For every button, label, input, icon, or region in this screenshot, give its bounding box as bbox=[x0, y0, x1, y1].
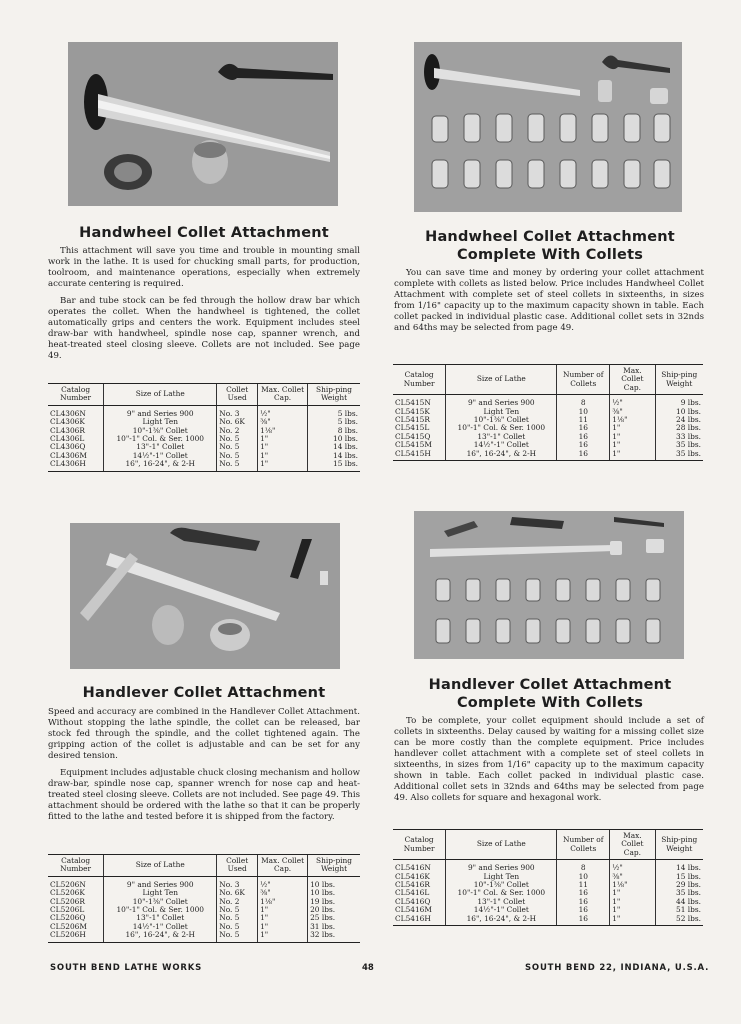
table-cell: CL4306Q bbox=[50, 442, 86, 452]
table-cell: 1⅛" bbox=[258, 898, 308, 906]
table-cell: No. 5 bbox=[217, 452, 258, 460]
handlever-paragraph-2: Equipment includes adjustable chuck closing mechanism and hollow draw-bar, spindle nose cap, spanner wrench for nose cap and heat-treated steel closing sleeve. Collets are not included. See page 49. This attachment should be ordered with the lathe so that it can be properly fitted to the lathe and tested before it is shipped from the factory. bbox=[48, 768, 360, 822]
table-cell: CL5416M bbox=[395, 905, 432, 915]
table-cell: CL4306L bbox=[50, 434, 85, 444]
table-cell: 20 lbs. bbox=[308, 906, 360, 914]
handwheel-title: Handwheel Collet Attachment bbox=[79, 225, 329, 241]
table-cell: 16 bbox=[557, 898, 610, 906]
table-cell: 16", 16-24", & 2-H bbox=[104, 460, 217, 471]
table-cell: 29 lbs. bbox=[655, 881, 703, 889]
handwheel-attachment-photo bbox=[68, 42, 338, 206]
table-cell: CL5415Q bbox=[395, 431, 431, 441]
table-cell: 15 lbs. bbox=[308, 460, 360, 471]
table-cell: 16 bbox=[557, 450, 610, 461]
table-row bbox=[393, 408, 703, 416]
table-cell: No. 6K bbox=[217, 889, 258, 897]
col-catalog-number: Catalog Number bbox=[48, 384, 104, 406]
table-cell: Light Ten bbox=[104, 889, 217, 897]
col-collet-used: Collet Used bbox=[217, 384, 258, 406]
table-row bbox=[393, 433, 703, 441]
handlever-with-collets-photo bbox=[414, 511, 684, 659]
table-cell: CL5416H bbox=[393, 915, 446, 926]
col-number-of-collets: Number of Collets bbox=[557, 830, 610, 860]
table-cell: 1" bbox=[610, 450, 655, 461]
table-cell: 9" and Series 900 bbox=[104, 876, 217, 889]
table-cell: No. 5 bbox=[217, 923, 258, 931]
handlever-paragraph-1: Speed and accuracy are combined in the Handlever Collet Attachment. Without stopping the lathe spindle, the collet can be released, bar stock fed through the spindle, and the collet tightened again. The gripping action of the collet is adjustable and can be set for any desired tension. bbox=[48, 707, 360, 761]
handlever-complete-spec-table bbox=[393, 829, 703, 926]
table-cell: 10"-1⅜" Collet bbox=[446, 416, 557, 424]
table-cell: 5 lbs. bbox=[308, 418, 360, 426]
col-catalog-number: Catalog Number bbox=[393, 830, 446, 860]
table-cell: 9" and Series 900 bbox=[446, 395, 557, 408]
table-cell: 25 lbs. bbox=[308, 914, 360, 922]
table-cell: CL5206M bbox=[50, 921, 87, 931]
table-cell: CL5206R bbox=[50, 896, 85, 906]
table-cell: 1" bbox=[610, 915, 655, 926]
table-cell: 16 bbox=[557, 424, 610, 432]
table-cell: ½" bbox=[610, 860, 655, 873]
table-cell: 14 lbs. bbox=[308, 452, 360, 460]
table-cell: 14½"-1" Collet bbox=[104, 452, 217, 460]
handwheel-complete-title-line1: Handwheel Collet Attachment bbox=[425, 229, 675, 245]
table-cell: 1" bbox=[258, 452, 308, 460]
table-cell: No. 2 bbox=[217, 427, 258, 435]
table-cell: CL5416L bbox=[395, 888, 430, 898]
table-cell: ½" bbox=[258, 876, 308, 889]
table-cell: 16 bbox=[557, 441, 610, 449]
table-cell: 9" and Series 900 bbox=[446, 860, 557, 873]
col-max-collet-cap: Max. Collet Cap. bbox=[610, 830, 655, 860]
table-cell: CL5206L bbox=[50, 905, 85, 915]
table-row bbox=[393, 450, 703, 461]
table-row bbox=[48, 452, 360, 460]
col-shipping-weight: Ship-ping Weight bbox=[308, 384, 360, 406]
table-cell: 16", 16-24", & 2-H bbox=[104, 931, 217, 942]
table-row bbox=[393, 416, 703, 424]
table-cell: 14½"-1" Collet bbox=[446, 441, 557, 449]
table-cell: Light Ten bbox=[446, 873, 557, 881]
table-cell: 1" bbox=[258, 931, 308, 942]
table-row bbox=[48, 435, 360, 443]
table-cell: 10"-1" Col. & Ser. 1000 bbox=[446, 889, 557, 897]
table-cell: ⅜" bbox=[610, 873, 655, 881]
table-cell: 10"-1" Col. & Ser. 1000 bbox=[104, 435, 217, 443]
table-cell: 1" bbox=[258, 906, 308, 914]
table-row bbox=[393, 881, 703, 889]
table-row bbox=[393, 915, 703, 926]
handwheel-complete-spec-table bbox=[393, 364, 703, 461]
col-size-of-lathe: Size of Lathe bbox=[104, 855, 217, 877]
handlever-spec-table bbox=[48, 854, 360, 943]
table-cell: CL4306K bbox=[50, 417, 85, 427]
table-cell: No. 3 bbox=[217, 405, 258, 418]
handlever-description bbox=[48, 707, 360, 829]
table-cell: 10 bbox=[557, 408, 610, 416]
table-cell: 10"-1⅜" Collet bbox=[104, 427, 217, 435]
table-row bbox=[393, 906, 703, 914]
table-row bbox=[48, 418, 360, 426]
table-cell: 1" bbox=[610, 898, 655, 906]
table-cell: 13"-1" Collet bbox=[446, 898, 557, 906]
table-cell: CL5206H bbox=[48, 931, 104, 942]
table-cell: 13"-1" Collet bbox=[104, 443, 217, 451]
table-cell: 35 lbs. bbox=[655, 441, 703, 449]
table-cell: 8 lbs. bbox=[308, 427, 360, 435]
table-cell: No. 5 bbox=[217, 443, 258, 451]
table-cell: CL5415K bbox=[395, 406, 430, 416]
handlever-complete-description bbox=[394, 716, 704, 810]
table-cell: CL4306R bbox=[50, 425, 85, 435]
col-size-of-lathe: Size of Lathe bbox=[446, 830, 557, 860]
handlever-complete-paragraph: To be complete, your collet equipment should include a set of collets in sixteenths. Delay caused by waiting for a missing collet size can be more costly than the complete equipment. Price includes handlever collet attachment with a complete set of steel collets in sixteenths, in sizes from 1/16" capacity up to the maximum capacity shown in table. Each collet packed in individual plastic case. Additional collet sets in 32nds and 64ths may be selected from page 49. Also collets for square and hexagonal work. bbox=[394, 716, 704, 803]
table-row bbox=[393, 424, 703, 432]
page-number: 48 bbox=[362, 963, 374, 973]
table-cell: Light Ten bbox=[446, 408, 557, 416]
table-cell: CL5416K bbox=[395, 871, 430, 881]
table-cell: 1" bbox=[610, 906, 655, 914]
table-cell: 51 lbs. bbox=[655, 906, 703, 914]
table-cell: 10"-1" Col. & Ser. 1000 bbox=[446, 424, 557, 432]
table-cell: 14 lbs. bbox=[308, 443, 360, 451]
table-cell: 13"-1" Collet bbox=[104, 914, 217, 922]
table-cell: 15 lbs. bbox=[655, 873, 703, 881]
col-shipping-weight: Ship-ping Weight bbox=[308, 855, 360, 877]
table-cell: ½" bbox=[610, 395, 655, 408]
table-cell: 33 lbs. bbox=[655, 433, 703, 441]
table-cell: 10 lbs. bbox=[308, 876, 360, 889]
table-cell: 16 bbox=[557, 433, 610, 441]
handwheel-complete-paragraph: You can save time and money by ordering your collet attachment complete with collets as listed below. Price includes Handwheel Collet Attachment with complete set of steel collets in sixteenths, in sizes from 1/16" capacity up to the maximum capacity shown in table. Each collet packed in individual plastic case. Additional collet sets in 32nds and 64ths may be selected from page 49. bbox=[394, 268, 704, 333]
table-cell: 1" bbox=[258, 443, 308, 451]
table-cell: No. 2 bbox=[217, 898, 258, 906]
table-cell: 10 bbox=[557, 873, 610, 881]
table-cell: 16", 16-24", & 2-H bbox=[446, 450, 557, 461]
table-cell: 13"-1" Collet bbox=[446, 433, 557, 441]
table-cell: No. 3 bbox=[217, 876, 258, 889]
handwheel-complete-title-line2: Complete With Collets bbox=[456, 247, 644, 263]
table-cell: 10"-1⅜" Collet bbox=[446, 881, 557, 889]
table-cell: 11 bbox=[557, 881, 610, 889]
table-cell: No. 5 bbox=[217, 906, 258, 914]
table-cell: 8 bbox=[557, 860, 610, 873]
table-cell: CL5416R bbox=[395, 880, 430, 890]
table-cell: 10 lbs. bbox=[308, 889, 360, 897]
table-cell: 10"-1" Col. & Ser. 1000 bbox=[104, 906, 217, 914]
table-cell: 16", 16-24", & 2-H bbox=[446, 915, 557, 926]
table-cell: 11 bbox=[557, 416, 610, 424]
table-cell: 1⅛" bbox=[610, 881, 655, 889]
table-row bbox=[393, 395, 703, 408]
handwheel-paragraph-1: This attachment will save you time and trouble in mounting small work in the lathe. It is used for chucking small parts, for production, toolroom, and maintenance operations, especially when extremely accurate centering is required. bbox=[48, 246, 360, 289]
table-row bbox=[48, 405, 360, 418]
table-cell: 35 lbs. bbox=[655, 889, 703, 897]
table-cell: 28 lbs. bbox=[655, 424, 703, 432]
col-catalog-number: Catalog Number bbox=[393, 365, 446, 395]
table-cell: CL5415M bbox=[395, 440, 432, 450]
handlever-attachment-photo bbox=[70, 523, 340, 669]
table-row bbox=[48, 460, 360, 471]
table-cell: 10 lbs. bbox=[308, 435, 360, 443]
table-cell: Light Ten bbox=[104, 418, 217, 426]
handlever-complete-title-line2: Complete With Collets bbox=[456, 695, 644, 711]
col-shipping-weight: Ship-ping Weight bbox=[655, 830, 703, 860]
handwheel-complete-title bbox=[394, 228, 706, 264]
table-row bbox=[393, 889, 703, 897]
handwheel-complete-description bbox=[394, 268, 704, 340]
table-cell: CL4306M bbox=[50, 450, 87, 460]
table-cell: CL5415R bbox=[395, 415, 430, 425]
table-cell: CL5206K bbox=[50, 888, 85, 898]
col-collet-used: Collet Used bbox=[217, 855, 258, 877]
table-cell: 52 lbs. bbox=[655, 915, 703, 926]
table-cell: ⅜" bbox=[610, 408, 655, 416]
footer-company: SOUTH BEND LATHE WORKS bbox=[50, 963, 203, 973]
col-max-collet-cap: Max. Collet Cap. bbox=[258, 384, 308, 406]
table-cell: ⅜" bbox=[258, 889, 308, 897]
table-cell: No. 6K bbox=[217, 418, 258, 426]
handwheel-description bbox=[48, 246, 360, 368]
col-size-of-lathe: Size of Lathe bbox=[446, 365, 557, 395]
handwheel-paragraph-2: Bar and tube stock can be fed through the hollow draw bar which operates the collet. When the handwheel is tightened, the collet automatically grips and centers the work. Equipment includes steel draw-bar with handwheel, spindle nose cap, spanner wrench, and heat-treated steel closing sleeve. Collets are not included. See page 49. bbox=[48, 296, 360, 361]
table-cell: CL4306H bbox=[48, 460, 104, 471]
table-cell: ⅜" bbox=[258, 418, 308, 426]
table-cell: CL5415N bbox=[395, 398, 431, 408]
handlever-title: Handlever Collet Attachment bbox=[82, 685, 326, 701]
table-cell: 16 bbox=[557, 915, 610, 926]
table-cell: 9" and Series 900 bbox=[104, 405, 217, 418]
table-cell: 5 lbs. bbox=[308, 405, 360, 418]
table-row bbox=[48, 443, 360, 451]
table-cell: 1" bbox=[610, 441, 655, 449]
table-cell: 1⅛" bbox=[258, 427, 308, 435]
table-cell: 16 bbox=[557, 906, 610, 914]
table-cell: 1" bbox=[610, 424, 655, 432]
table-cell: 1" bbox=[258, 914, 308, 922]
table-cell: CL5416Q bbox=[395, 896, 431, 906]
table-cell: No. 5 bbox=[217, 931, 258, 942]
table-row bbox=[48, 427, 360, 435]
table-cell: 8 bbox=[557, 395, 610, 408]
table-cell: 9 lbs. bbox=[655, 395, 703, 408]
table-cell: CL5415L bbox=[395, 423, 430, 433]
table-cell: 1" bbox=[258, 923, 308, 931]
table-cell: 10"-1⅜" Collet bbox=[104, 898, 217, 906]
handlever-complete-title-line1: Handlever Collet Attachment bbox=[428, 677, 672, 693]
table-cell: CL5206N bbox=[50, 879, 86, 889]
table-cell: 14½"-1" Collet bbox=[446, 906, 557, 914]
handwheel-spec-table bbox=[48, 383, 360, 472]
handlever-complete-title bbox=[394, 676, 706, 712]
table-cell: 31 lbs. bbox=[308, 923, 360, 931]
table-cell: No. 5 bbox=[217, 460, 258, 471]
table-row bbox=[393, 441, 703, 449]
table-cell: 14½"-1" Collet bbox=[104, 923, 217, 931]
col-max-collet-cap: Max. Collet Cap. bbox=[258, 855, 308, 877]
table-cell: CL5415H bbox=[393, 450, 446, 461]
table-cell: 19 lbs. bbox=[308, 898, 360, 906]
table-cell: 1" bbox=[258, 435, 308, 443]
table-cell: 32 lbs. bbox=[308, 931, 360, 942]
col-number-of-collets: Number of Collets bbox=[557, 365, 610, 395]
table-row bbox=[393, 860, 703, 873]
table-row bbox=[393, 898, 703, 906]
table-cell: ½" bbox=[258, 405, 308, 418]
table-cell: CL4306N bbox=[50, 408, 86, 418]
table-cell: 1" bbox=[258, 460, 308, 471]
col-max-collet-cap: Max. Collet Cap. bbox=[610, 365, 655, 395]
table-cell: 1⅛" bbox=[610, 416, 655, 424]
table-cell: 10 lbs. bbox=[655, 408, 703, 416]
footer-address: SOUTH BEND 22, INDIANA, U.S.A. bbox=[525, 963, 710, 973]
table-cell: 16 bbox=[557, 889, 610, 897]
table-cell: 24 lbs. bbox=[655, 416, 703, 424]
table-cell: 14 lbs. bbox=[655, 860, 703, 873]
handwheel-with-collets-photo bbox=[414, 42, 682, 212]
col-catalog-number: Catalog Number bbox=[48, 855, 104, 877]
table-cell: 1" bbox=[610, 889, 655, 897]
table-row bbox=[393, 873, 703, 881]
table-cell: CL5206Q bbox=[50, 913, 86, 923]
table-cell: 1" bbox=[610, 433, 655, 441]
col-size-of-lathe: Size of Lathe bbox=[104, 384, 217, 406]
table-cell: CL5416N bbox=[395, 863, 431, 873]
table-cell: No. 5 bbox=[217, 435, 258, 443]
table-cell: 44 lbs. bbox=[655, 898, 703, 906]
table-cell: 35 lbs. bbox=[655, 450, 703, 461]
table-cell: No. 5 bbox=[217, 914, 258, 922]
col-shipping-weight: Ship-ping Weight bbox=[655, 365, 703, 395]
table-row bbox=[48, 931, 360, 942]
